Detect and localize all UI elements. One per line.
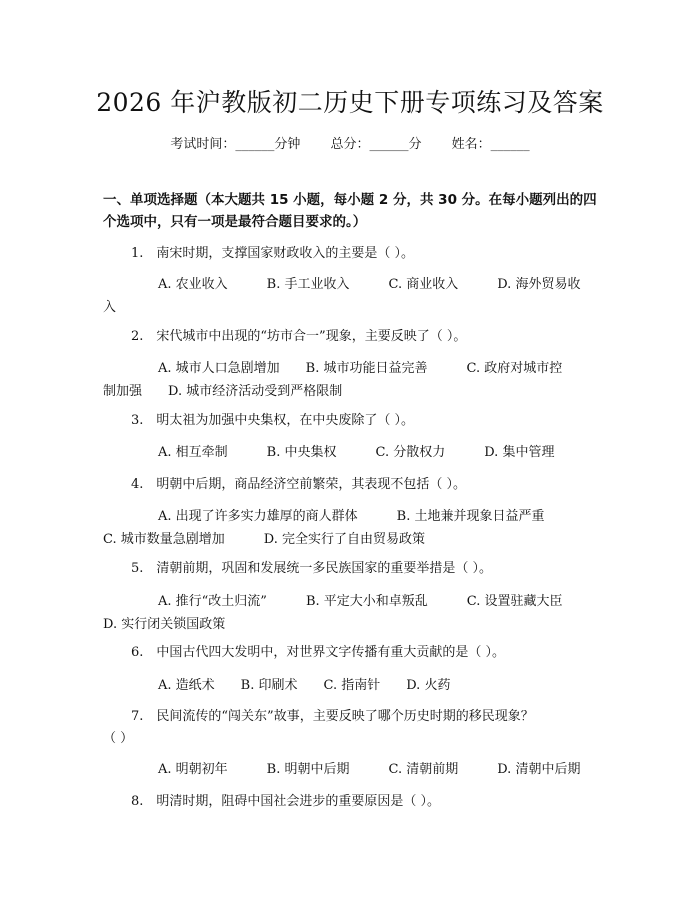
question-stem: 5. 清朝前期，巩固和发展统一多民族国家的重要举措是（ ）。 <box>131 561 493 576</box>
question-stem: 4. 明朝中后期，商品经济空前繁荣，其表现不包括（ ）。 <box>131 477 467 492</box>
options-line: A. 城市人口急剧增加 B. 城市功能日益完善 C. 政府对城市控 <box>158 361 563 376</box>
question-stem: 3. 明太祖为加强中央集权，在中央废除了（ ）。 <box>131 413 415 428</box>
options-line-wrap: C. 城市数量急剧增加 D. 完全实行了自由贸易政策 <box>103 532 425 547</box>
question-stem: 6. 中国古代四大发明中，对世界文字传播有重大贡献的是（ ）。 <box>131 645 506 660</box>
section-heading: 一、单项选择题（本大题共 15 小题，每小题 2 分，共 30 分。在每小题列出的四个选项中，只有一项是最符合题目要求的。） <box>103 192 597 230</box>
options-line-wrap: 制加强 D. 城市经济活动受到严格限制 <box>103 384 343 399</box>
question-7-options <box>103 758 603 781</box>
options-line: A. 相互牵制 B. 中央集权 C. 分散权力 D. 集中管理 <box>158 445 555 460</box>
options-line-wrap: D. 实行闭关锁国政策 <box>103 617 226 632</box>
question-5 <box>103 558 603 580</box>
question-7 <box>103 706 603 750</box>
options-line: A. 推行“改土归流” B. 平定大小和卓叛乱 C. 设置驻藏大臣 <box>158 594 563 609</box>
question-3-options <box>103 441 603 464</box>
question-8 <box>103 791 603 813</box>
exam-score: 总分：______分 <box>330 137 422 152</box>
exam-meta <box>0 133 700 152</box>
exam-time: 考试时间：______分钟 <box>170 137 301 152</box>
exam-name: 姓名：______ <box>451 137 530 152</box>
question-5-options <box>103 590 603 636</box>
question-1 <box>103 243 603 265</box>
options-line: A. 明朝初年 B. 明朝中后期 C. 清朝前期 D. 清朝中后期 <box>158 762 581 777</box>
question-6-options <box>103 674 603 697</box>
question-4 <box>103 474 603 496</box>
options-line: A. 造纸术 B. 印刷术 C. 指南针 D. 火药 <box>158 678 451 693</box>
question-6 <box>103 642 603 664</box>
options-line: A. 农业收入 B. 手工业收入 C. 商业收入 D. 海外贸易收 <box>158 277 581 292</box>
question-stem-wrap: （ ） <box>103 731 134 746</box>
question-stem: 1. 南宋时期，支撑国家财政收入的主要是（ ）。 <box>131 246 415 261</box>
options-line: A. 出现了许多实力雄厚的商人群体 B. 土地兼并现象日益严重 <box>158 509 545 524</box>
question-stem: 7. 民间流传的“闯关东”故事，主要反映了哪个历史时期的移民现象？ <box>131 709 534 724</box>
question-stem: 8. 明清时期，阻碍中国社会进步的重要原因是（ ）。 <box>131 794 441 809</box>
question-3 <box>103 410 603 432</box>
question-4-options <box>103 505 603 551</box>
question-2-options <box>103 357 603 403</box>
question-1-options <box>103 273 603 319</box>
page-title: 2026 年沪教版初二历史下册专项练习及答案 <box>96 88 604 117</box>
question-stem: 2. 宋代城市中出现的“坊市合一”现象，主要反映了（ ）。 <box>131 329 467 344</box>
options-line-wrap: 入 <box>103 300 117 315</box>
question-2 <box>103 326 603 348</box>
